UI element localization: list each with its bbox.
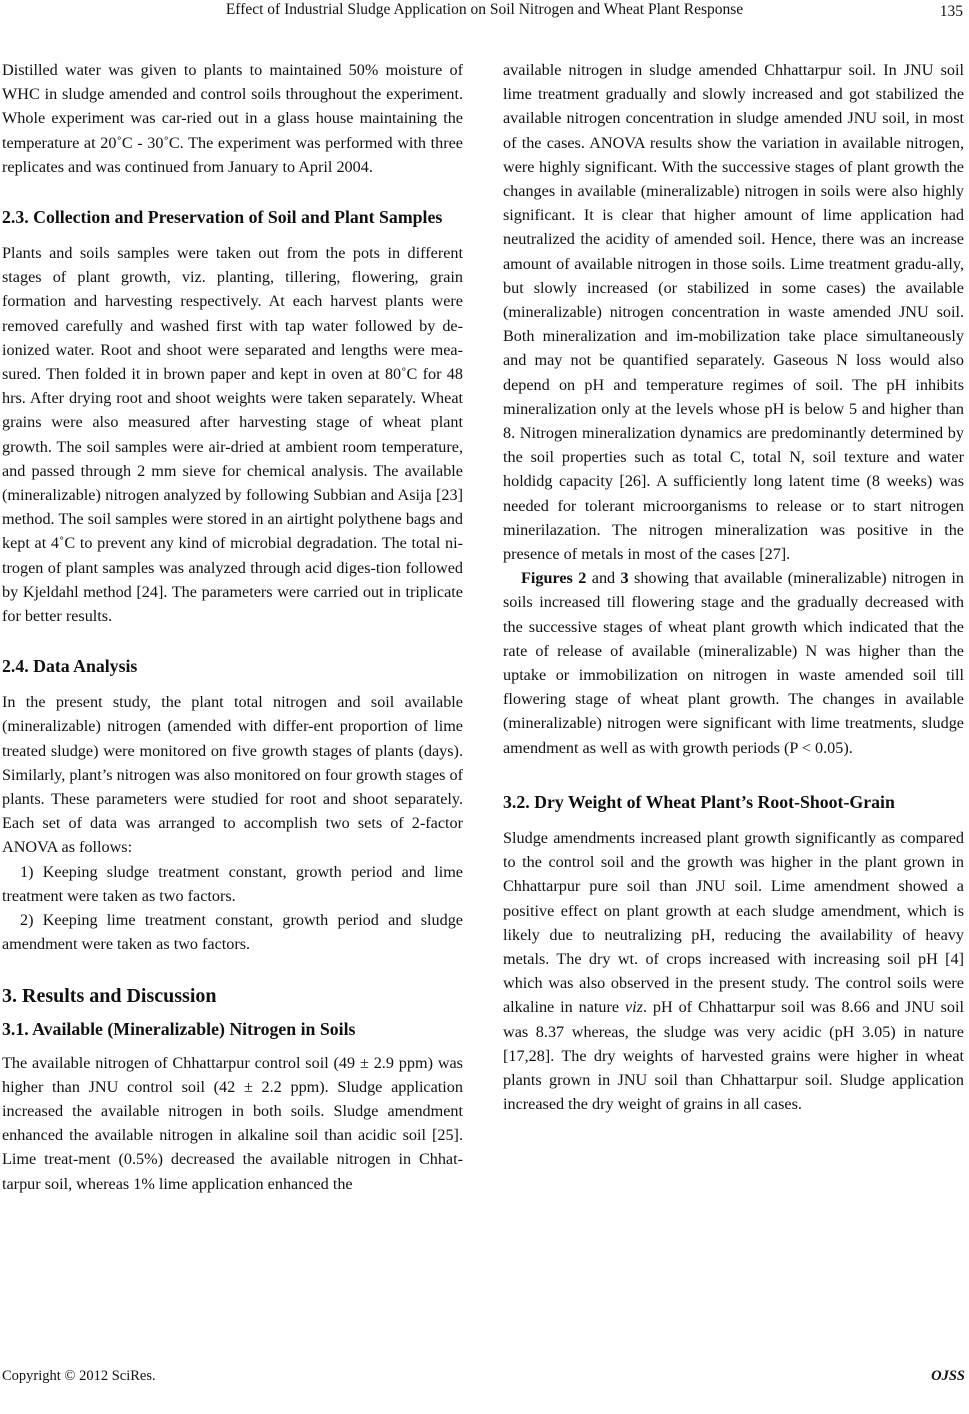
list-item-2: 2) Keeping lime treatment constant, growth period and sludge amendment were taken as two factors. — [2, 911, 463, 954]
section-heading-2-3: 2.3. Collection and Preservation of Soil and Plant Samples — [2, 207, 443, 228]
paragraph-3-2 — [503, 826, 964, 1116]
page-header — [0, 0, 969, 22]
page-number: 135 — [939, 3, 963, 20]
figures-paragraph — [503, 566, 964, 760]
paragraph-3-2-text-b: . pH of Chhattarpur soil was 8.66 and JNU soil was 8.37 whereas, the sludge was very acidic (pH 3.05) in nature [17,28]. The dry weights of harvested grains were higher in wheat plants grown in JNU soil than Chhattarpur soil. Sludge application increased the dry weight of grains in all cases. — [503, 998, 964, 1114]
figures-paragraph-text: showing that available (mineralizable) nitrogen in soils increased till flowering stage and the gradually decreased with the successive stages of wheat plant growth which indicated that the rate of release of available (mineralizable) N was higher than the uptake or immobilization on nitrogen in waste amended soil till flowering stage of wheat plant growth. The changes in available (mineralizable) nitrogen were significant with lime treatments, sludge amendment as well as with growth periods (P < 0.05). — [503, 569, 965, 757]
figure-reference-3[interactable]: 3 — [620, 569, 629, 588]
paragraph-2-3: Plants and soils samples were taken out from the pots in different stages of plant growth, viz. planting, tillering, flowering, grain formation and harvesting respectively. At each harvest plants were removed carefully and washed first with tap water followed by de-ionized water. Root and shoot were separated and lengths were mea-sured. Then folded it in brown paper and kept in oven at 80˚C for 48 hrs. After drying root and shoot weights were taken separately. Wheat grains were also measured after harvesting stage of wheat plant growth. The soil samples were air-dried at ambient room temperature, and passed through 2 mm sieve for chemical analysis. The available (mineralizable) nitrogen analyzed by following Subbian and Asija [23] method. The soil samples were stored in an airtight polythene bags and kept at 4˚C to prevent any kind of microbial degradation. The total ni-trogen of plant samples was analyzed through acid diges-tion followed by Kjeldahl method [24]. The parameters were carried out in triplicate for better results. — [2, 244, 463, 626]
page-footer — [0, 1368, 969, 1388]
section-heading-2-4: 2.4. Data Analysis — [2, 656, 138, 677]
copyright-notice: Copyright © 2012 SciRes. — [2, 1368, 156, 1384]
figure-reference-2[interactable]: Figures 2 — [521, 569, 587, 588]
running-title: Effect of Industrial Sludge Application on Soil Nitrogen and Wheat Plant Response — [225, 1, 744, 18]
section-heading-3-2: 3.2. Dry Weight of Wheat Plant’s Root-Shoot-Grain — [503, 791, 895, 812]
paragraph-2-4: In the present study, the plant total nitrogen and soil available (mineralizable) nitrogen (amended with differ-ent proportion of lime treated sludge) were monitored on five growth stages of plants (days). Similarly, plant’s nitrogen was also monitored on four growth stages of plants. These parameters were studied for root and shoot separately. Each set of data was arranged to accomplish two sets of 2-factor ANOVA as follows: — [2, 693, 463, 857]
paragraph-3-2-text-a: Sludge amendments increased plant growth significantly as compared to the control soil and the growth was higher in the plant grown in Chhattarpur pure soil than JNU soil. Lime amendment showed a positive effect on plant growth at each sludge amendment, which is likely due to neutralizing pH, reducing the availability of heavy metals. The dry wt. of crops increased with increasing soil pH [4] which was also observed in the present study. The control soils were alkaline in nature — [503, 828, 964, 1017]
left-column — [2, 58, 463, 1196]
intro-paragraph: Distilled water was given to plants to maintained 50% moisture of WHC in sludge amended and control soils throughout the experiment. Whole experiment was car-ried out in a glass house maintaining the temperature at 20˚C - 30˚C. The experiment was performed with three replicates and was continued from January to April 2004. — [2, 61, 463, 176]
list-item-1: 1) Keeping sludge treatment constant, growth period and lime treatment were taken as two factors. — [2, 862, 463, 905]
right-column — [503, 58, 964, 1116]
section-heading-3-1: 3.1. Available (Mineralizable) Nitrogen in Soils — [2, 1018, 356, 1039]
figure-ref-conjunction: and — [586, 569, 621, 588]
journal-abbreviation: OJSS — [931, 1368, 965, 1384]
viz-italic: viz — [624, 998, 643, 1017]
paragraph-3-1: The available nitrogen of Chhattarpur control soil (49 ± 2.9 ppm) was higher than JNU control soil (42 ± 2.2 ppm). Sludge application increased the available nitrogen in both soils. Sludge amendment enhanced the available nitrogen in alkaline soil than acidic soil [25]. Lime treat-ment (0.5%) decreased the available nitrogen in Chhat-tarpur soil, whereas 1% lime application enhanced the — [2, 1053, 463, 1193]
section-heading-3: 3. Results and Discussion — [2, 984, 217, 1007]
paragraph-3-1-continued: available nitrogen in sludge amended Chhattarpur soil. In JNU soil lime treatment gradually and slowly increased and got stabilized the available nitrogen concentration in sludge amended JNU soil, in most of the cases. ANOVA results show the variation in available nitrogen, were highly significant. With the successive stages of plant growth the changes in available (mineralizable) nitrogen in soils were also highly significant. It is clear that higher amount of lime application had neutralized the acidity of amended soil. Hence, there was an increase amount of available nitrogen in those soils. Lime treatment gradu-ally, but slowly increased (or stabilized in some cases) the available (mineralizable) nitrogen concentration in waste amended JNU soil. Both mineralization and im-mobilization take place simultaneously and may not be quantified separately. Gaseous N loss would also depend on pH and temperature regimes of soil. The pH inhibits mineralization only at the levels whose pH is below 5 and higher than 8. Nitrogen mineralization dynamics are predominantly determined by the soil properties such as total C, total N, soil texture and water holdidg capacity [26]. A sufficiently long latent time (8 weeks) was needed for tolerant microorganisms to release or to start nitrogen minerilazation. The nitrogen mineralization was positive in the presence of metals in most of the cases [27]. — [503, 61, 964, 564]
